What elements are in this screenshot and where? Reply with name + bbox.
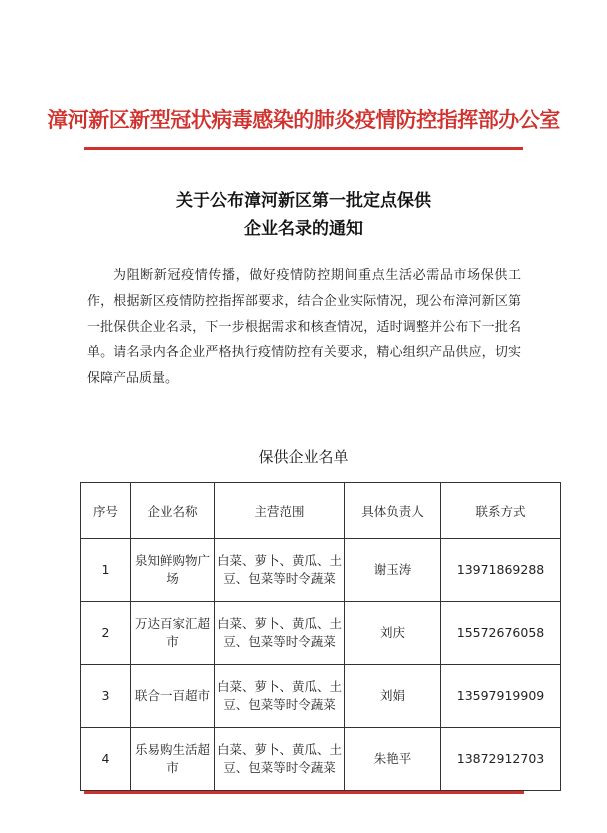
table-row: [81, 602, 561, 665]
issuing-office-header: 漳河新区新型冠状病毒感染的肺炎疫情防控指挥部办公室: [47, 107, 560, 132]
col-header-no: 序号: [81, 483, 131, 539]
row-scope: 白菜、萝卜、黄瓜、土豆、包菜等时令蔬菜: [215, 602, 345, 665]
row-person: 刘庆: [345, 602, 441, 665]
row-scope: 白菜、萝卜、黄瓜、土豆、包菜等时令蔬菜: [215, 728, 345, 791]
notice-body: 为阻断新冠疫情传播，做好疫情防控期间重点生活必需品市场保供工作，根据新区疫情防控指挥部要求，结合企业实际情况，现公布漳河新区第一批保供企业名录，下一步根据需求和核查情况，适时调整并公布下一批名单。请名录内各企业严格执行疫情防控有关要求，精心组织产品供应，切实保障产品质量。: [87, 268, 521, 387]
table-header-row: [81, 483, 561, 539]
row-scope: 白菜、萝卜、黄瓜、土豆、包菜等时令蔬菜: [215, 665, 345, 728]
row-no: 3: [81, 665, 131, 728]
row-company-name: 联合一百超市: [131, 665, 215, 728]
table-row: [81, 539, 561, 602]
row-no: 1: [81, 539, 131, 602]
row-person: 朱艳平: [345, 728, 441, 791]
row-company-name: 乐易购生活超市: [131, 728, 215, 791]
col-header-person: 具体负责人: [345, 483, 441, 539]
row-scope: 白菜、萝卜、黄瓜、土豆、包菜等时令蔬菜: [215, 539, 345, 602]
supplier-table: [80, 482, 561, 791]
row-no: 4: [81, 728, 131, 791]
col-header-contact: 联系方式: [441, 483, 561, 539]
notice-title-line1: 关于公布漳河新区第一批定点保供: [176, 191, 431, 211]
row-company-name: 万达百家汇超市: [131, 602, 215, 665]
header-divider: [84, 147, 523, 150]
row-person: 谢玉涛: [345, 539, 441, 602]
row-phone: 13597919909: [441, 665, 561, 728]
col-header-scope: 主营范围: [215, 483, 345, 539]
table-row: [81, 728, 561, 791]
row-person: 刘娟: [345, 665, 441, 728]
row-phone: 13872912703: [441, 728, 561, 791]
footer-divider: [84, 791, 524, 794]
col-header-name: 企业名称: [131, 483, 215, 539]
row-phone: 15572676058: [441, 602, 561, 665]
row-phone: 13971869288: [441, 539, 561, 602]
list-title: 保供企业名单: [258, 448, 349, 466]
row-no: 2: [81, 602, 131, 665]
table-row: [81, 665, 561, 728]
row-company-name: 泉知鲜购物广场: [131, 539, 215, 602]
notice-title-line2: 企业名录的通知: [244, 219, 363, 239]
